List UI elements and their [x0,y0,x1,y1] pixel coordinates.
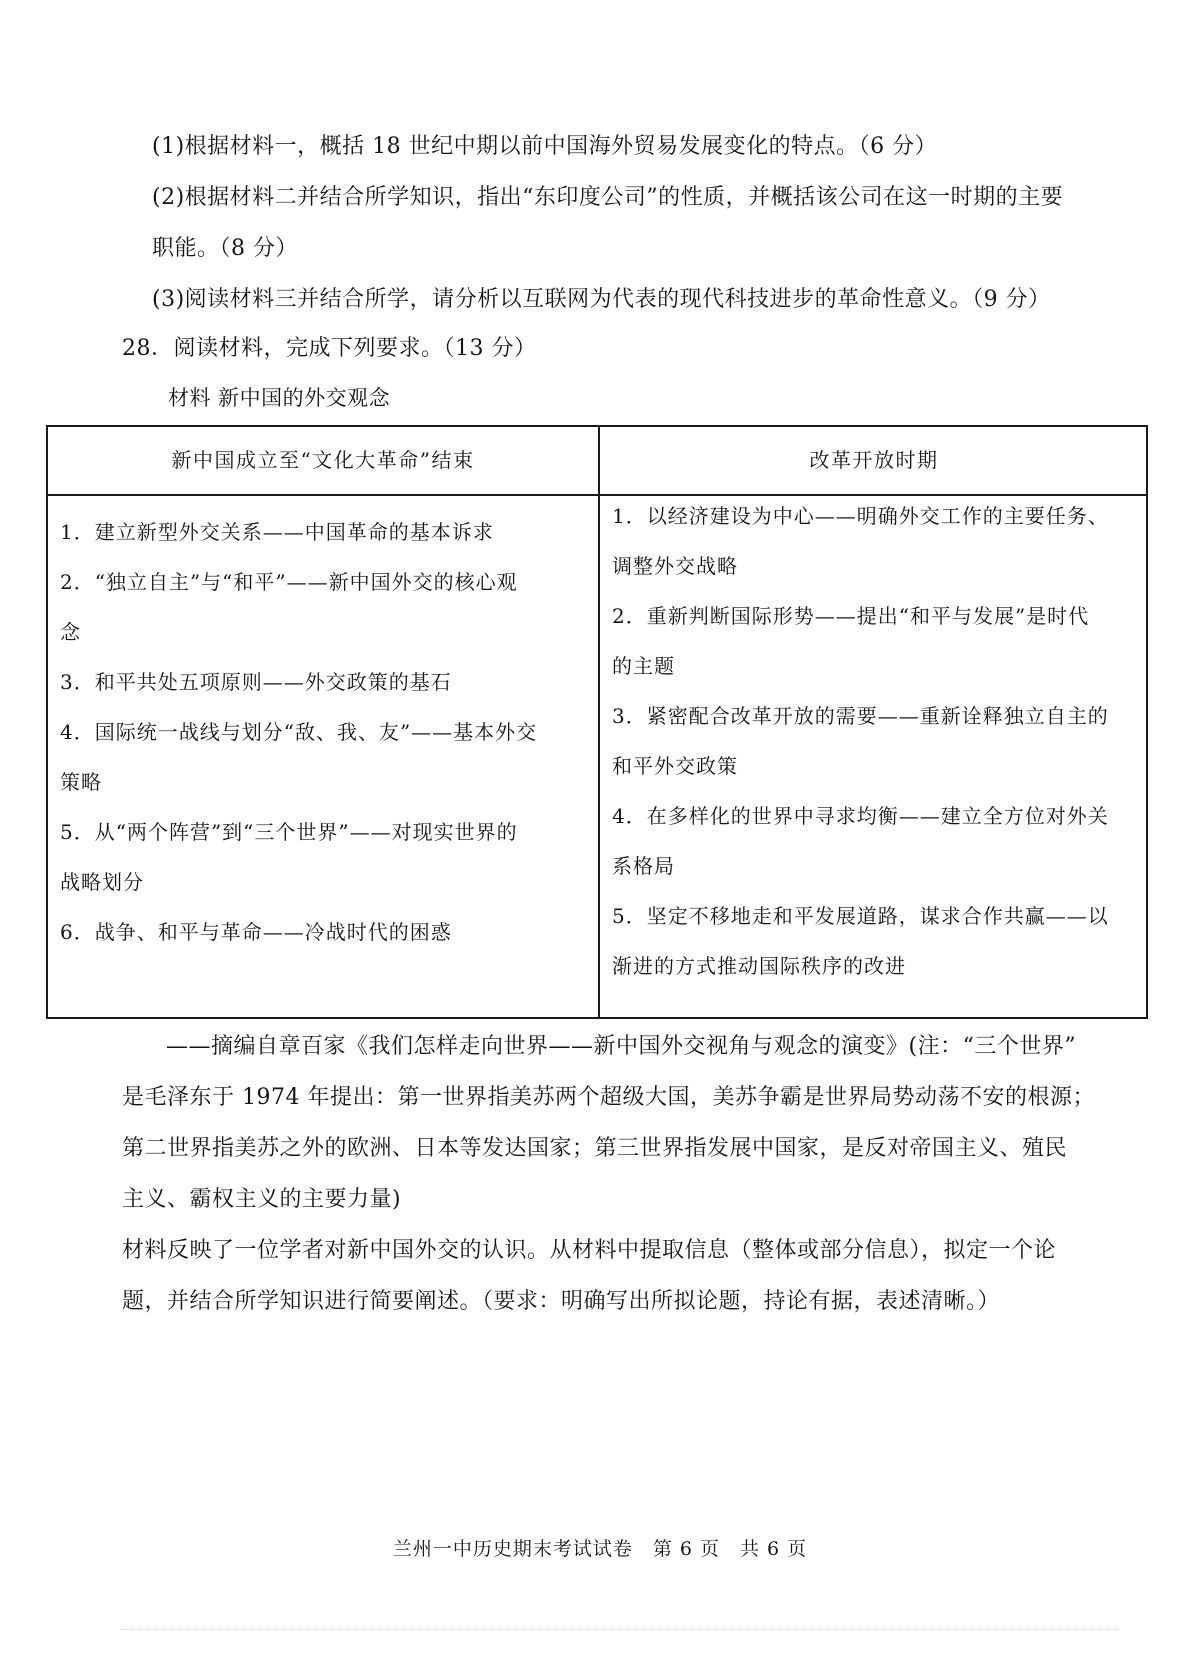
bottom-dotted-rule [120,1629,1120,1630]
table-row: 1．建立新型外交关系——中国革命的基本诉求 [60,520,494,544]
table-row: 5．从“两个阵营”到“三个世界”——对现实世界的 [60,820,518,844]
table-row: 5．坚定不移地走和平发展道路，谋求合作共赢——以 [612,904,1109,928]
question-27-part-2-line-2: 职能。（8 分） [152,236,298,261]
question-27-part-1: (1)根据材料一，概括 18 世纪中期以前中国海外贸易发展变化的特点。（6 分） [152,134,938,159]
table-row: 渐进的方式推动国际秩序的改进 [612,954,906,978]
table-row: 策略 [60,770,102,794]
source-note-line-1: ——摘编自章百家《我们怎样走向世界——新中国外交视角与观念的演变》(注：“三个世界” [166,1034,1077,1059]
table-row: 4．在多样化的世界中寻求均衡——建立全方位对外关 [612,804,1109,828]
table-row: 4．国际统一战线与划分“敌、我、友”——基本外交 [60,720,538,744]
task-line-1: 材料反映了一位学者对新中国外交的认识。从材料中提取信息（整体或部分信息），拟定一个论 [122,1238,1057,1263]
table-row: 和平外交政策 [612,754,738,778]
table-row: 3．紧密配合改革开放的需要——重新诠释独立自主的 [612,704,1109,728]
table-row: 念 [60,620,81,644]
page-footer: 兰州一中历史期末考试试卷 第 6 页 共 6 页 [392,1538,808,1560]
table-row: 的主题 [612,654,675,678]
table-row: 调整外交战略 [612,554,738,578]
source-note-line-3: 第二世界指美苏之外的欧洲、日本等发达国家；第三世界指发展中国家，是反对帝国主义、殖民 [122,1136,1068,1161]
table-row: 系格局 [612,854,675,878]
table-header-right: 改革开放时期 [809,448,939,472]
table-column-right [612,491,1142,991]
table-row: 战略划分 [60,870,144,894]
diplomacy-comparison-table [46,425,1148,1019]
table-row: 2．重新判断国际形势——提出“和平与发展”是时代 [612,604,1090,628]
table-column-left [60,507,590,957]
question-27-part-2-line-1: (2)根据材料二并结合所学知识，指出“东印度公司”的性质，并概括该公司在这一时期的主要 [152,185,1064,210]
source-note-line-2: 是毛泽东于 1974 年提出：第一世界指美苏两个超级大国，美苏争霸是世界局势动荡不安的根源； [122,1085,1095,1110]
table-row: 1．以经济建设为中心——明确外交工作的主要任务、 [612,504,1109,528]
source-note-line-4: 主义、霸权主义的主要力量) [122,1187,402,1212]
table-row: 3．和平共处五项原则——外交政策的基石 [60,670,452,694]
table-column-divider [598,427,600,1017]
task-line-2: 题，并结合所学知识进行简要阐述。（要求：明确写出所拟论题，持论有据，表述清晰。） [122,1289,1001,1314]
question-27-part-3: (3)阅读材料三并结合所学，请分析以互联网为代表的现代科技进步的革命性意义。（9 分） [152,287,1051,312]
table-header-left: 新中国成立至“文化大革命”结束 [171,448,475,472]
table-row: 2．“独立自主”与“和平”——新中国外交的核心观 [60,570,518,594]
material-title: 材料 新中国的外交观念 [168,386,391,410]
table-row: 6．战争、和平与革命——冷战时代的困惑 [60,920,452,944]
question-28-title: 28．阅读材料，完成下列要求。（13 分） [122,336,537,361]
